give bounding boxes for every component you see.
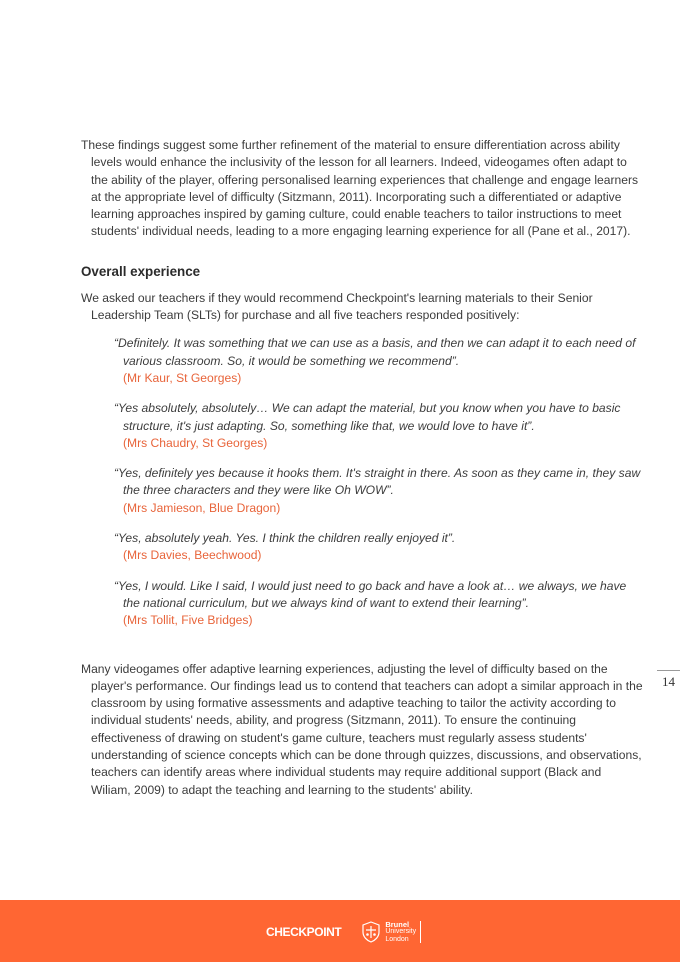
brunel-wordmark xyxy=(385,921,421,944)
quotes-list xyxy=(81,335,643,629)
quote-attribution: (Mrs Tollit, Five Bridges) xyxy=(123,613,253,628)
intro-paragraph: These findings suggest some further refinement of the material to ensure differentiation across ability levels would enhance the inclusivity of the lesson for all learners. Indeed, videogames often adapt to the ability of the player, offering personalised learning experiences that challenge and engage learners at the appropriate level of difficulty (Sitzmann, 2011). Incorporating such a differentiated or adaptive learning approaches inspired by gaming culture, could enable teachers to tailor instructions to meet students' individual needs, leading to a more engaging learning experience for all (Pane et al., 2017). xyxy=(81,138,639,239)
quote-attribution: (Mrs Davies, Beechwood) xyxy=(123,548,262,563)
brunel-logo xyxy=(361,921,421,944)
quote-item xyxy=(114,578,643,630)
brunel-line1: Brunel xyxy=(385,919,410,929)
quote-text: “Yes, absolutely yeah. Yes. I think the children really enjoyed it”. xyxy=(114,531,456,546)
quote-attribution: (Mrs Chaudry, St Georges) xyxy=(123,435,268,450)
quote-item xyxy=(114,335,643,387)
brunel-line3: London xyxy=(385,935,409,943)
quote-text: “Definitely. It was something that we can use as a basis, and then we can adapt it to each need of various classroom. So, it would be something we recommend”. xyxy=(114,336,636,368)
quote-text: “Yes absolutely, absolutely… We can adapt the material, but you know when you have to basic structure, it's just adapting. So, something like that, we would love to have it”. xyxy=(114,401,621,433)
quote-item xyxy=(114,530,643,565)
brunel-crest-icon xyxy=(361,921,381,943)
page-content xyxy=(81,137,643,799)
quote-attribution: (Mrs Jamieson, Blue Dragon) xyxy=(123,500,281,515)
section-heading: Overall experience xyxy=(81,263,201,279)
quote-text: “Yes, definitely yes because it hooks them. It's straight in there. As soon as they came in, they saw the three characters and they were like Oh WOW”. xyxy=(114,466,641,498)
quote-item xyxy=(114,400,643,452)
page-number: 14 xyxy=(662,674,675,689)
quote-item xyxy=(114,465,643,517)
checkpoint-logo: CHECKPOINT xyxy=(266,925,342,939)
quote-attribution: (Mr Kaur, St Georges) xyxy=(123,370,242,385)
footer-bar xyxy=(0,900,680,962)
section-intro-paragraph: We asked our teachers if they would recommend Checkpoint's learning materials to their Senior Leadership Team (SLTs) for purchase and all five teachers responded positively: xyxy=(81,290,593,323)
footer-logos xyxy=(266,919,421,945)
quote-text: “Yes, I would. Like I said, I would just need to go back and have a look at… we always, we have the national curriculum, but we always kind of want to extend their learning”. xyxy=(114,578,627,610)
brunel-line2: University xyxy=(385,928,417,936)
closing-paragraph: Many videogames offer adaptive learning experiences, adjusting the level of difficulty based on the player's performance. Our findings lead us to contend that teachers can adopt a similar approach in the classroom by using formative assessments and adaptive teaching to tailor the activity according to individual students' needs, ability, and progress (Sitzmann, 2011). To ensure the continuing effectiveness of drawing on student's game culture, teachers must regularly assess students' understanding of science concepts which can be done through quizzes, discussions, and observations, teachers can identify areas where individual students may require additional support (Black and Wiliam, 2009) to adapt the teaching and learning to the students' ability. xyxy=(81,661,643,797)
page-number-block xyxy=(657,670,680,690)
